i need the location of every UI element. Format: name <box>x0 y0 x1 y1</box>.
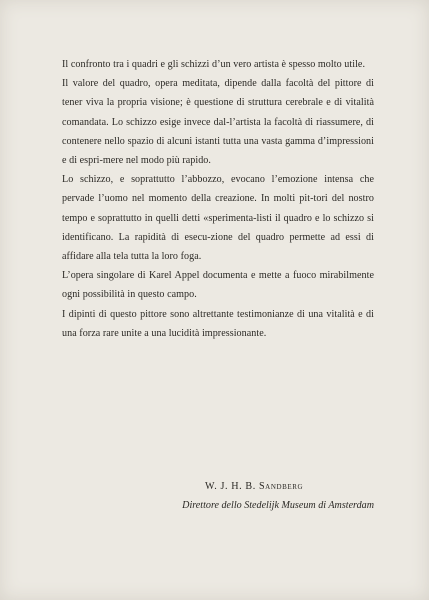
paragraph-1: Il confronto tra i quadri e gli schizzi d’un vero artista è spesso molto utile. <box>62 59 366 70</box>
signature-name <box>62 477 374 496</box>
body-text <box>62 55 374 343</box>
paragraph-2: Il valore del quadro, opera meditata, dipende dalla facoltà del pittore di tener viva la propria visione; è questione di struttura cerebrale e di vitalità comandata. Lo schizzo esige invece dal-l’artista la facoltà di riassumere, di contenere nello spazio di alcuni istanti tutta una vasta gamma d’impressioni e di espri-mere nel modo più rapido. <box>62 78 374 167</box>
signature-surname: Sandberg <box>258 481 304 492</box>
paragraph-5: I dipinti di questo pittore sono altrettante testimonianze di una vitalità e di una forza rare unite a una lucidità impressionante. <box>62 308 374 339</box>
signature-initials: W. J. H. B. <box>205 481 256 492</box>
paragraph-4: L’opera singolare di Karel Appel documenta e mette a fuoco mirabilmente ogni possibilità in questo campo. <box>62 270 374 301</box>
paragraph-3: Lo schizzo, e soprattutto l’abbozzo, evocano l’emozione intensa che pervade l’uomo nel momento della creazione. In molti pit-tori del nostro tempo e soprattutto in quelli detti «sperimenta-listi il quadro e lo schizzo si identificano. La rapidità di esecu-zione del quadro permette ad essi di affidare alla tela tutta la loro foga. <box>62 174 374 263</box>
signature-title: Direttore dello Stedelijk Museum di Amsterdam <box>182 500 374 511</box>
